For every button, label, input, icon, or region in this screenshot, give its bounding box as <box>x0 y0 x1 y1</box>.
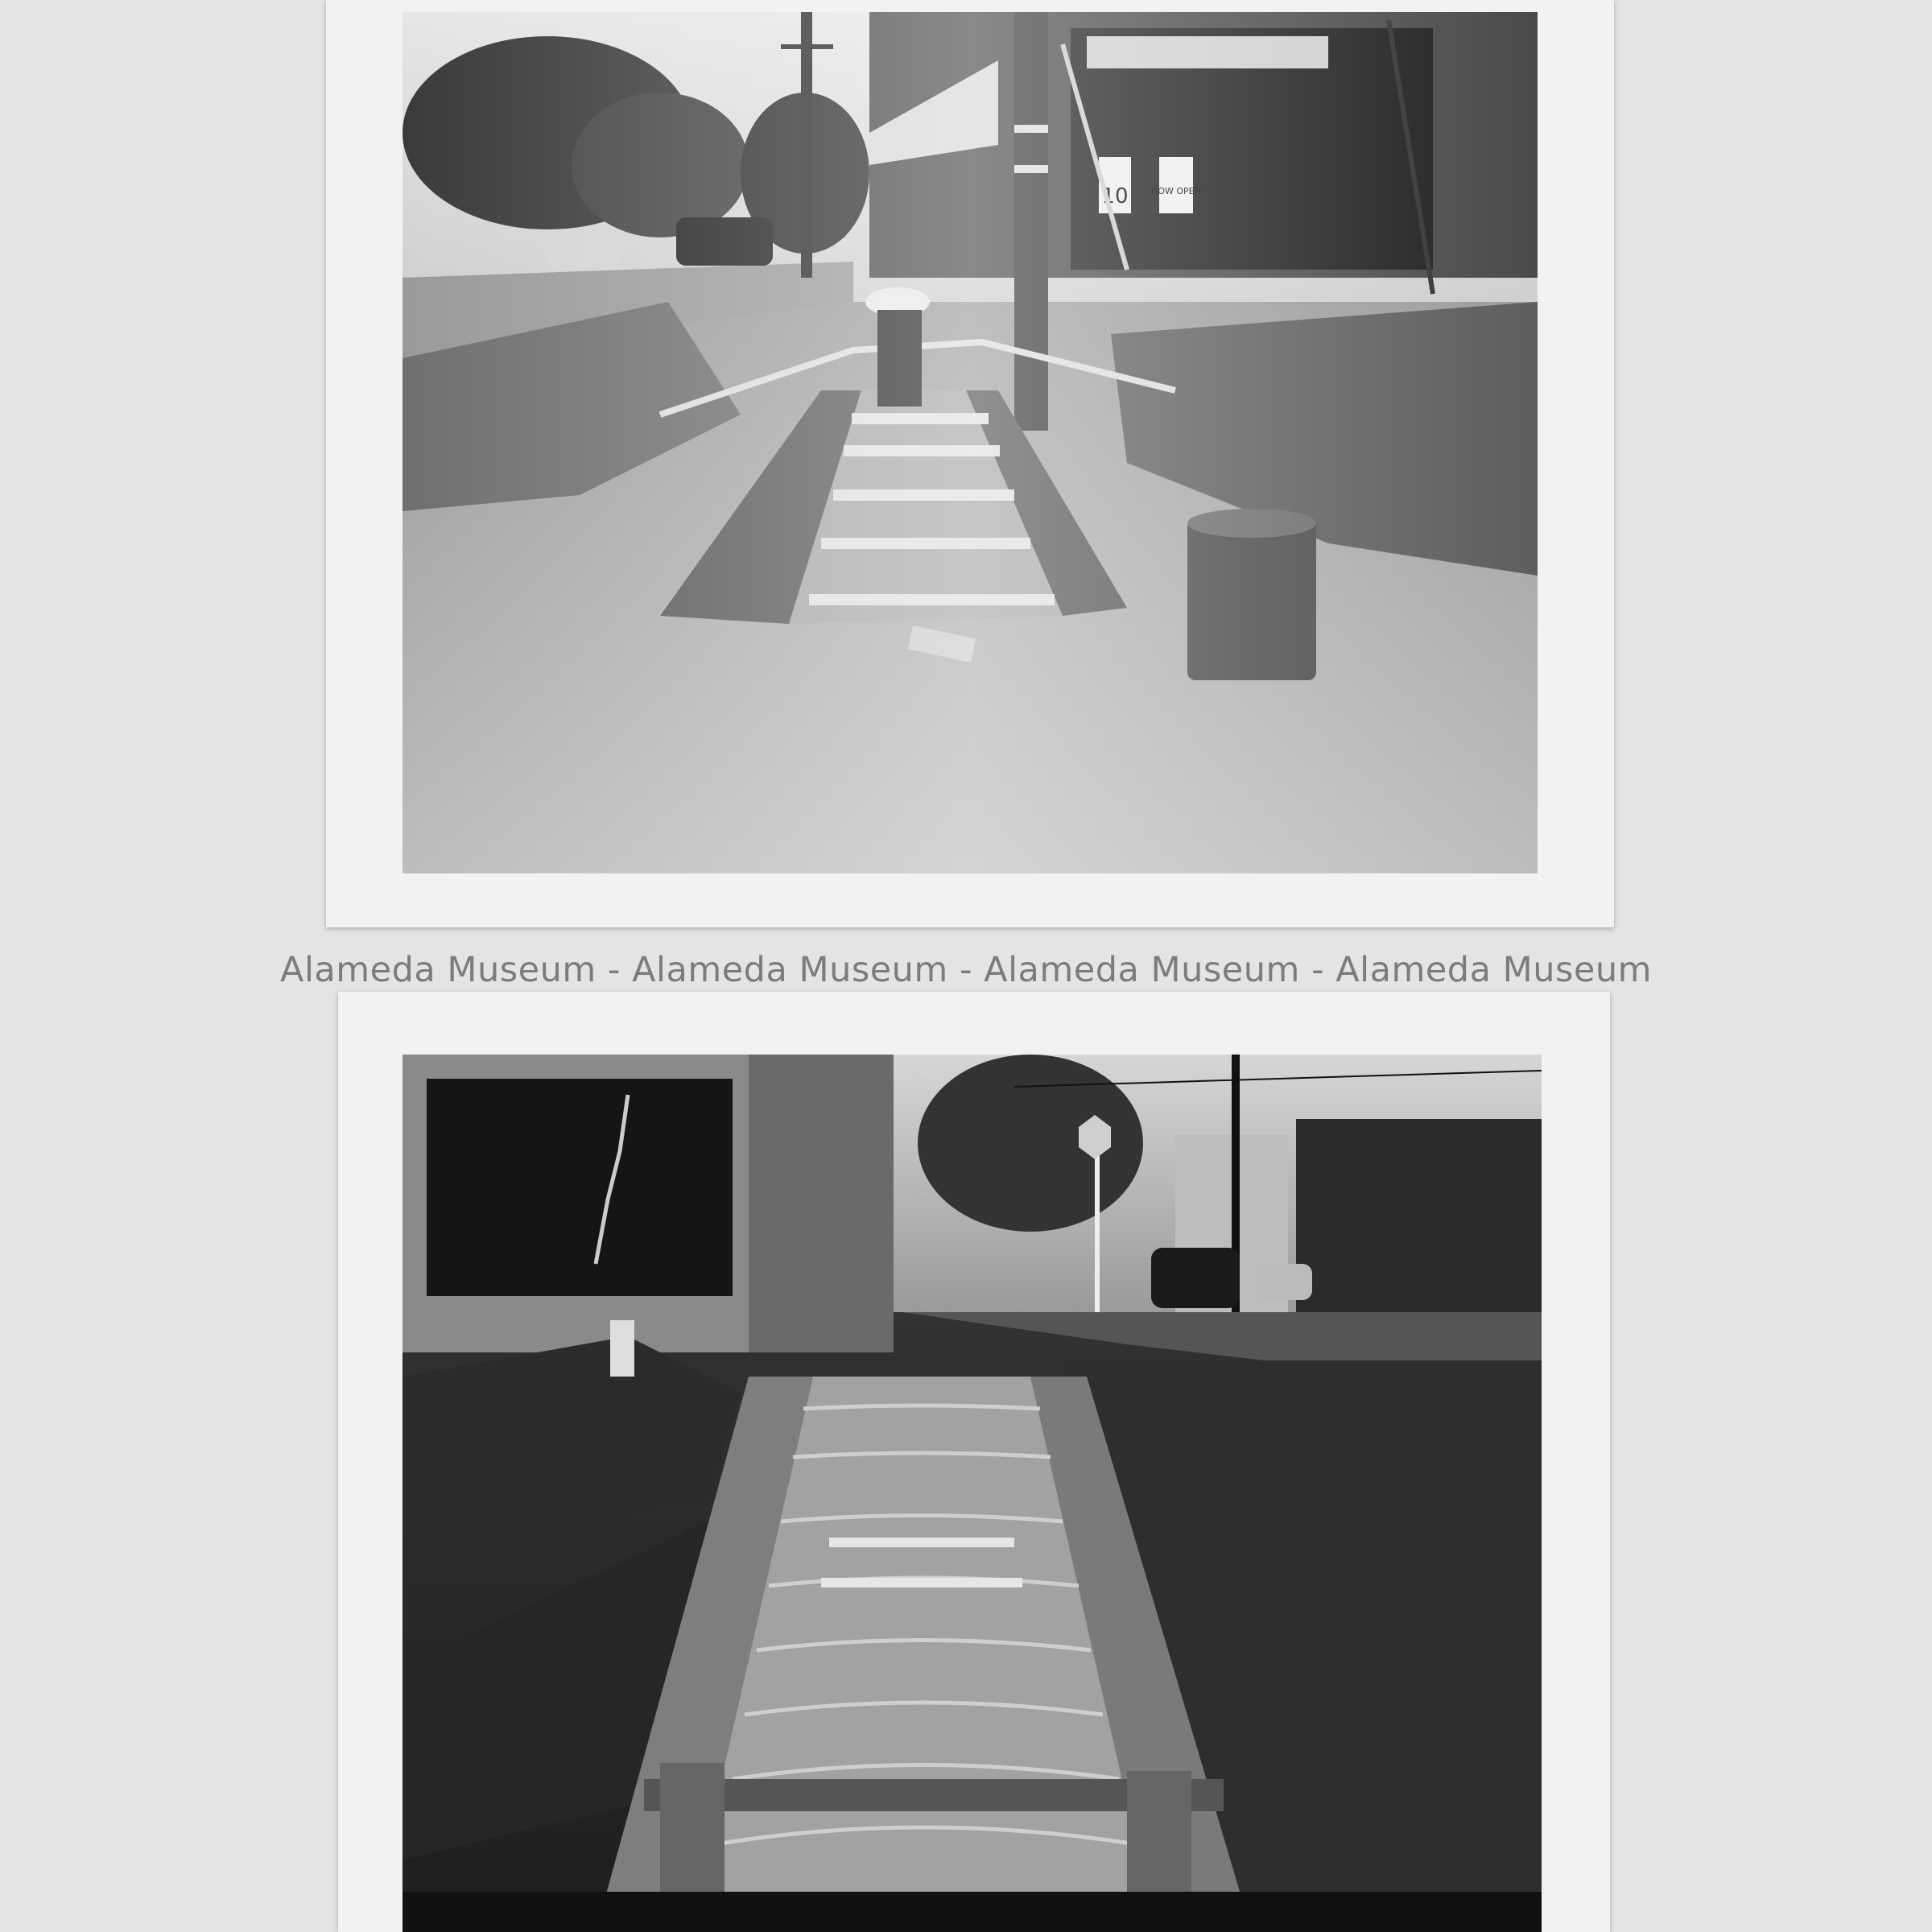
top-photo <box>402 12 1538 873</box>
watermark-text: Alameda Museum - Alameda Museum - Alameda Museum - Alameda Museum <box>280 950 1652 990</box>
top-photo-image <box>402 12 1538 873</box>
top-photo-print <box>326 0 1614 927</box>
bottom-photo-image <box>402 1055 1542 1932</box>
bottom-photo-print <box>338 992 1610 1932</box>
bottom-photo <box>402 1055 1542 1932</box>
